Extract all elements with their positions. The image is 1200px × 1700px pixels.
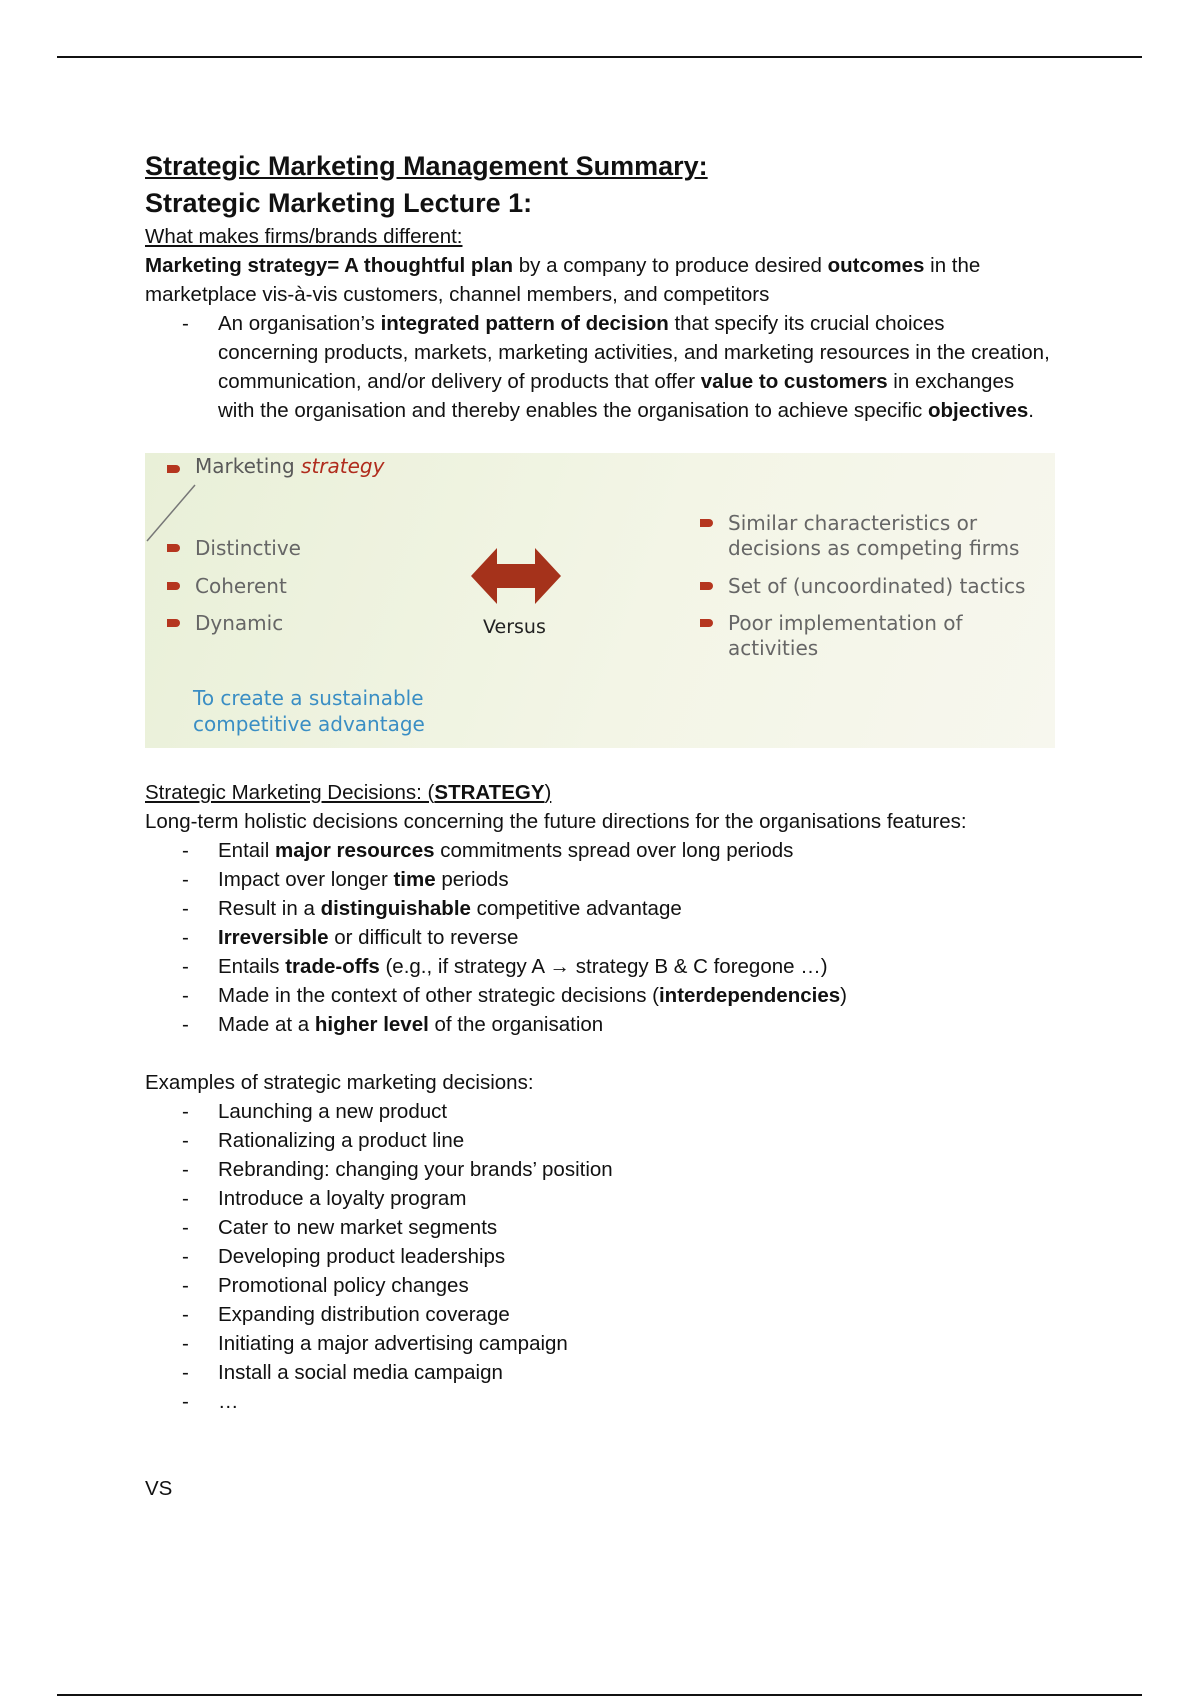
- list-item: - Made in the context of other strategic decisions (interdependencies): [145, 981, 1050, 1010]
- decisions-list: [145, 836, 1050, 1039]
- slide-right-item: Set of (uncoordinated) tactics: [728, 574, 1048, 599]
- decisions-heading: Strategic Marketing Decisions: (STRATEGY): [145, 781, 552, 804]
- slide-versus-label: Versus: [483, 616, 546, 638]
- list-item: - Irreversible or difficult to reverse: [145, 923, 1050, 952]
- list-item: - Initiating a major advertising campaign: [145, 1329, 1050, 1358]
- marketing-strategy-slide: [145, 453, 1055, 748]
- slide-left-item: Coherent: [195, 574, 287, 598]
- definition-list: [145, 309, 1050, 425]
- list-item: - Rebranding: changing your brands’ position: [145, 1155, 1050, 1184]
- list-item: - Entails trade-offs (e.g., if strategy A → strategy B & C foregone …): [145, 952, 1050, 981]
- slide-right-item: Similar characteristics or decisions as competing firms: [728, 511, 1048, 561]
- slide-title-accent: strategy: [301, 454, 385, 478]
- definition-label: Marketing strategy= A thoughtful plan: [145, 254, 514, 277]
- slide-decoration-line: [145, 483, 197, 543]
- intro-subheading: What makes firms/brands different:: [145, 225, 463, 248]
- slide-left-item: Dynamic: [195, 611, 284, 635]
- decisions-intro: Long-term holistic decisions concerning the future directions for the organisations features:: [145, 810, 967, 833]
- list-item: - Result in a distinguishable competitive advantage: [145, 894, 1050, 923]
- slide-title: Marketing strategy: [195, 454, 385, 478]
- list-item: - Expanding distribution coverage: [145, 1300, 1050, 1329]
- bottom-rule: [57, 1694, 1142, 1696]
- list-item: - Impact over longer time periods: [145, 865, 1050, 894]
- slide-right-item: Poor implementation of activities: [728, 611, 1048, 661]
- list-item: - …: [145, 1387, 1050, 1416]
- lecture-title: Strategic Marketing Lecture 1:: [145, 188, 533, 218]
- slide-goal-text: To create a sustainable competitive advantage: [193, 686, 425, 736]
- slide-left-item: Distinctive: [195, 536, 301, 560]
- list-item: - Cater to new market segments: [145, 1213, 1050, 1242]
- list-item: - Developing product leaderships: [145, 1242, 1050, 1271]
- definition-paragraph: Marketing strategy= A thoughtful plan by a company to produce desired outcomes in the marketplace vis-à-vis customers, channel members, and competitors: [145, 254, 981, 306]
- top-rule: [57, 56, 1142, 58]
- list-item: - Promotional policy changes: [145, 1271, 1050, 1300]
- list-item: - Entail major resources commitments spread over long periods: [145, 836, 1050, 865]
- vs-label: VS: [145, 1477, 173, 1500]
- double-arrow-icon: [471, 548, 561, 604]
- page-title: Strategic Marketing Management Summary:: [145, 151, 708, 181]
- document-body: [145, 148, 1050, 1503]
- list-item: - Rationalizing a product line: [145, 1126, 1050, 1155]
- list-item: - An organisation’s integrated pattern of decision that specify its crucial choices concerning products, markets, marketing activities, and marketing resources in the creation, communication, and/or delivery of products that offer value to customers in exchanges with the organisation and thereby enables the organisation to achieve specific objectives.: [145, 309, 1050, 425]
- list-item: - Made at a higher level of the organisation: [145, 1010, 1050, 1039]
- examples-heading: Examples of strategic marketing decisions:: [145, 1071, 534, 1094]
- list-item: - Launching a new product: [145, 1097, 1050, 1126]
- list-item: - Install a social media campaign: [145, 1358, 1050, 1387]
- list-item: - Introduce a loyalty program: [145, 1184, 1050, 1213]
- examples-list: [145, 1097, 1050, 1416]
